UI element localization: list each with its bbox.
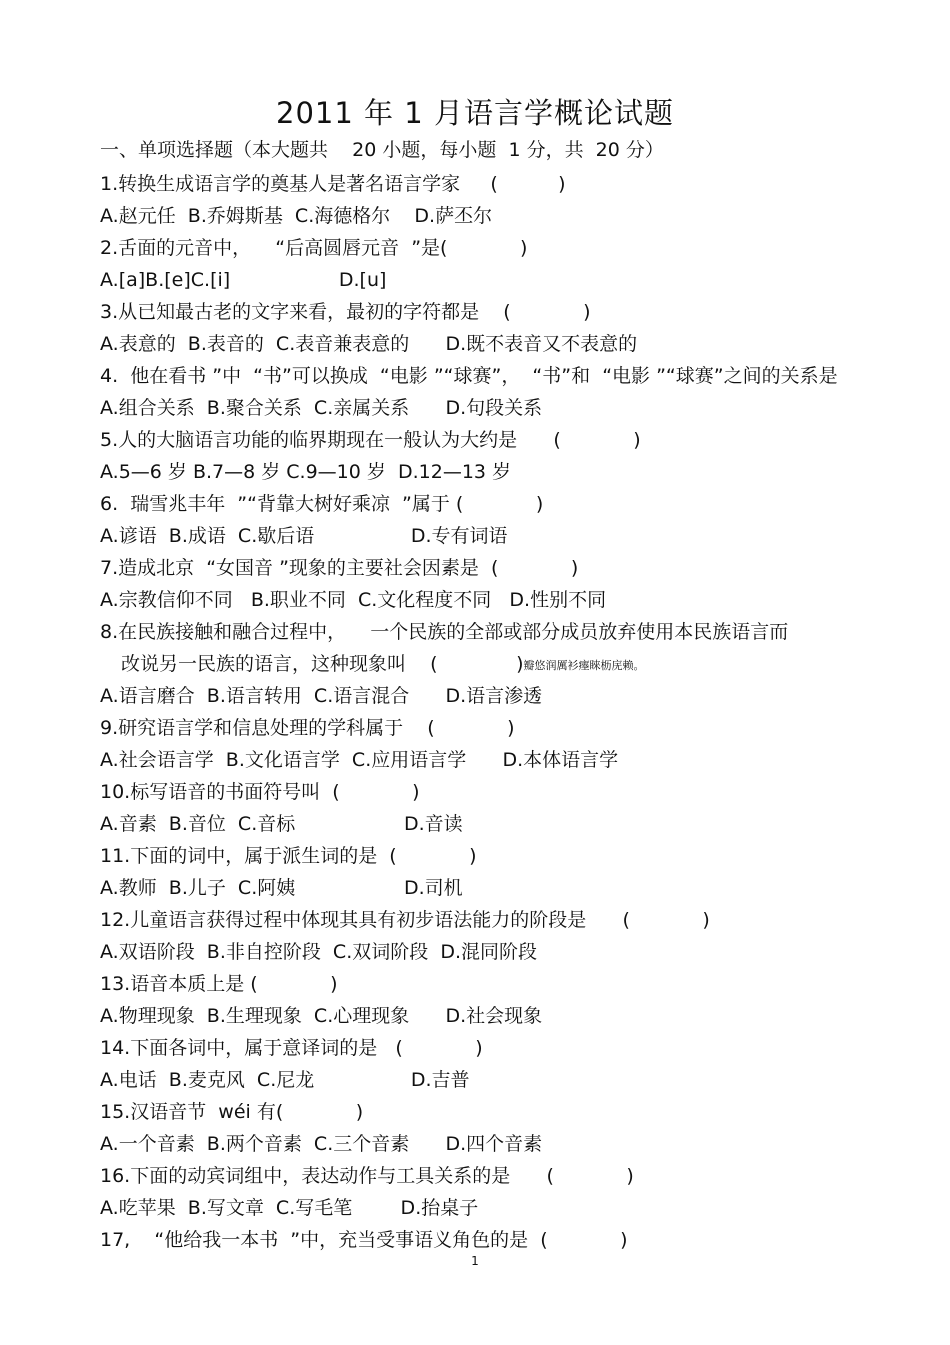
- question-8-stem-continued: [121, 651, 645, 679]
- question-11-options: A.教师 B.儿子 C.阿姨 D.司机: [100, 877, 463, 899]
- question-10-stem: 10.标写语音的书面符号叫 ( ): [100, 781, 420, 803]
- question-8-options: A.语言磨合 B.语言转用 C.语言混合 D.语言渗透: [100, 685, 543, 707]
- question-7-stem: 7.造成北京 “女国音 ”现象的主要社会因素是 ( ): [100, 557, 579, 579]
- question-14-options: A.电话 B.麦克风 C.尼龙 D.吉普: [100, 1069, 470, 1091]
- question-16-stem: 16.下面的动宾词组中，表达动作与工具关系的是 ( ): [100, 1165, 634, 1187]
- question-4-options: A.组合关系 B.聚合关系 C.亲属关系 D.句段关系: [100, 397, 543, 419]
- question-17-stem: 17, “他给我一本书 ”中，充当受事语义角色的是 ( ): [100, 1229, 628, 1251]
- question-10-options: A.音素 B.音位 C.音标 D.音读: [100, 813, 463, 835]
- question-1-stem: 1.转换生成语言学的奠基人是著名语言学家 ( ): [100, 173, 566, 195]
- question-12-options: A.双语阶段 B.非自控阶段 C.双词阶段 D.混同阶段: [100, 941, 537, 963]
- question-8-stem-cont-text: 改说另一民族的语言，这种现象叫 ( ): [121, 653, 524, 675]
- question-1-options: A.赵元任 B.乔姆斯基 C.海德格尔 D.萨丕尔: [100, 205, 493, 227]
- question-3-stem: 3.从已知最古老的文字来看，最初的字符都是 ( ): [100, 301, 591, 323]
- question-4-stem: 4. 他在看书 ”中 “书”可以换成 “电影 ”“球赛”， “书”和 “电影 ”“球赛”之间的关系是: [100, 365, 838, 387]
- question-12-stem: 12.儿童语言获得过程中体现其具有初步语法能力的阶段是 ( ): [100, 909, 710, 931]
- question-2-stem: 2.舌面的元音中， “后高圆唇元音 ”是( ): [100, 237, 528, 259]
- question-8-stem: 8.在民族接触和融合过程中， 一个民族的全部或部分成员放弃使用本民族语言而: [100, 621, 789, 643]
- question-2-options: A.[a]B.[e]C.[i] D.[u]: [100, 269, 387, 291]
- exam-title: 2011 年 1 月语言学概论试题: [276, 96, 674, 130]
- question-5-options: A.5—6 岁 B.7—8 岁 C.9—10 岁 D.12—13 岁: [100, 461, 512, 483]
- question-15-stem: 15.汉语音节 wéi 有( ): [100, 1101, 364, 1123]
- question-16-options: A.吃苹果 B.写文章 C.写毛笔 D.抬桌子: [100, 1197, 479, 1219]
- question-8-note: 瓣悠润厲衫瘞睞枥庑赖。: [523, 659, 645, 672]
- question-14-stem: 14.下面各词中，属于意译词的是 ( ): [100, 1037, 483, 1059]
- question-3-options: A.表意的 B.表音的 C.表音兼表意的 D.既不表音又不表意的: [100, 333, 638, 355]
- section-header: 一、单项选择题（本大题共 20 小题，每小题 1 分，共 20 分）: [100, 139, 664, 161]
- question-13-options: A.物理现象 B.生理现象 C.心理现象 D.社会现象: [100, 1005, 543, 1027]
- page-number: 1: [471, 1254, 479, 1268]
- question-13-stem: 13.语音本质上是 ( ): [100, 973, 338, 995]
- question-15-options: A.一个音素 B.两个音素 C.三个音素 D.四个音素: [100, 1133, 543, 1155]
- question-6-stem: 6. 瑞雪兆丰年 ”“背靠大树好乘凉 ”属于 ( ): [100, 493, 544, 515]
- question-6-options: A.谚语 B.成语 C.歇后语 D.专有词语: [100, 525, 508, 547]
- question-9-options: A.社会语言学 B.文化语言学 C.应用语言学 D.本体语言学: [100, 749, 619, 771]
- question-11-stem: 11.下面的词中，属于派生词的是 ( ): [100, 845, 477, 867]
- question-5-stem: 5.人的大脑语言功能的临界期现在一般认为大约是 ( ): [100, 429, 641, 451]
- question-7-options: A.宗教信仰不同 B.职业不同 C.文化程度不同 D.性别不同: [100, 589, 607, 611]
- question-9-stem: 9.研究语言学和信息处理的学科属于 ( ): [100, 717, 515, 739]
